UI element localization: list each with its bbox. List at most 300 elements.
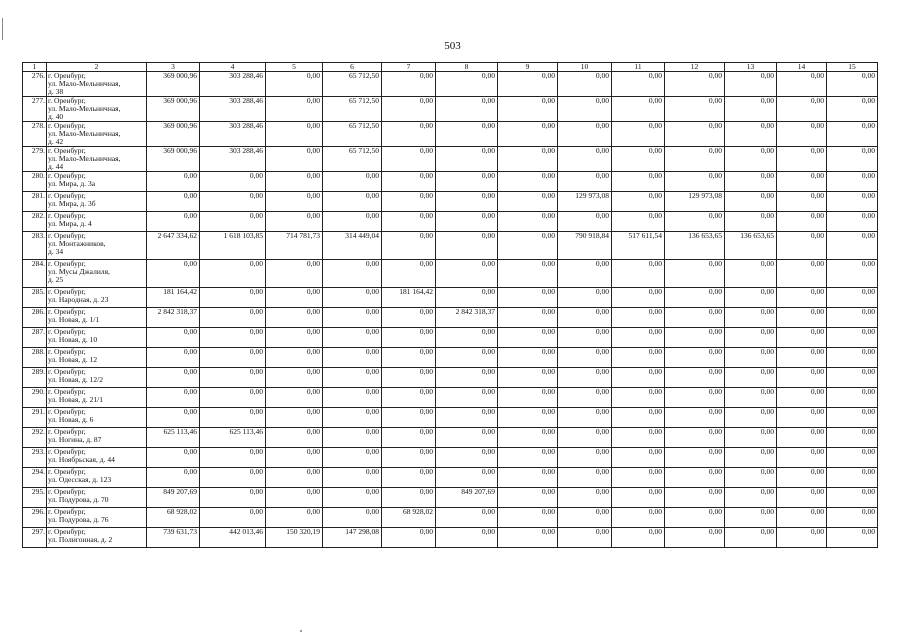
- amount-cell: 129 973,08: [558, 192, 612, 212]
- amount-cell: 790 918,84: [558, 232, 612, 260]
- amount-cell: 0,00: [200, 328, 266, 348]
- amount-cell: 0,00: [266, 348, 323, 368]
- amount-cell: 0,00: [612, 348, 665, 368]
- row-number: 297.: [23, 528, 47, 548]
- amount-cell: 0,00: [382, 232, 436, 260]
- amount-cell: 0,00: [436, 388, 498, 408]
- amount-cell: 0,00: [665, 488, 725, 508]
- register-table: [22, 62, 878, 548]
- column-header: 6: [323, 63, 382, 72]
- amount-cell: 0,00: [777, 328, 827, 348]
- amount-cell: 0,00: [777, 122, 827, 147]
- amount-cell: 0,00: [382, 72, 436, 97]
- amount-cell: 0,00: [827, 368, 878, 388]
- address-cell: г. Оренбург, ул. Мира, д. 4: [47, 212, 147, 232]
- amount-cell: 0,00: [558, 172, 612, 192]
- amount-cell: 0,00: [382, 348, 436, 368]
- amount-cell: 0,00: [498, 428, 558, 448]
- amount-cell: 0,00: [436, 147, 498, 172]
- amount-cell: 0,00: [200, 308, 266, 328]
- amount-cell: 0,00: [612, 308, 665, 328]
- address-cell: г. Оренбург, ул. Мало-Мельничная, д. 40: [47, 97, 147, 122]
- address-cell: г. Оренбург, ул. Подурова, д. 70: [47, 488, 147, 508]
- table-row: [23, 147, 878, 172]
- amount-cell: 0,00: [558, 97, 612, 122]
- amount-cell: 0,00: [436, 528, 498, 548]
- amount-cell: 0,00: [558, 468, 612, 488]
- amount-cell: 0,00: [665, 97, 725, 122]
- amount-cell: 65 712,50: [323, 97, 382, 122]
- amount-cell: 0,00: [777, 308, 827, 328]
- table-row: [23, 288, 878, 308]
- amount-cell: 0,00: [147, 172, 200, 192]
- address-cell: г. Оренбург, ул. Ноябрьская, д. 44: [47, 448, 147, 468]
- row-number: 280.: [23, 172, 47, 192]
- amount-cell: 136 653,65: [725, 232, 777, 260]
- column-header: 10: [558, 63, 612, 72]
- table-row: [23, 488, 878, 508]
- amount-cell: 517 611,54: [612, 232, 665, 260]
- row-number: 295.: [23, 488, 47, 508]
- amount-cell: 849 207,69: [147, 488, 200, 508]
- amount-cell: 0,00: [498, 232, 558, 260]
- column-header: 12: [665, 63, 725, 72]
- amount-cell: 0,00: [612, 97, 665, 122]
- amount-cell: 0,00: [323, 260, 382, 288]
- table-row: [23, 122, 878, 147]
- amount-cell: 0,00: [266, 408, 323, 428]
- amount-cell: 0,00: [382, 147, 436, 172]
- amount-cell: 0,00: [777, 172, 827, 192]
- amount-cell: 0,00: [827, 428, 878, 448]
- amount-cell: 0,00: [827, 488, 878, 508]
- row-number: 294.: [23, 468, 47, 488]
- amount-cell: 0,00: [725, 448, 777, 468]
- amount-cell: 0,00: [498, 72, 558, 97]
- amount-cell: 0,00: [498, 147, 558, 172]
- amount-cell: 0,00: [436, 328, 498, 348]
- column-header: 9: [498, 63, 558, 72]
- row-number: 276.: [23, 72, 47, 97]
- scan-edge-mark: [2, 18, 3, 40]
- amount-cell: 0,00: [665, 308, 725, 328]
- amount-cell: 0,00: [777, 232, 827, 260]
- amount-cell: 0,00: [323, 408, 382, 428]
- amount-cell: 0,00: [612, 388, 665, 408]
- amount-cell: 0,00: [200, 288, 266, 308]
- amount-cell: 0,00: [612, 468, 665, 488]
- table-row: [23, 528, 878, 548]
- row-number: 277.: [23, 97, 47, 122]
- row-number: 296.: [23, 508, 47, 528]
- amount-cell: 68 928,02: [382, 508, 436, 528]
- amount-cell: 0,00: [665, 260, 725, 288]
- amount-cell: 0,00: [147, 408, 200, 428]
- amount-cell: 0,00: [777, 348, 827, 368]
- amount-cell: 0,00: [498, 328, 558, 348]
- amount-cell: 0,00: [725, 348, 777, 368]
- amount-cell: 0,00: [612, 192, 665, 212]
- row-number: 284.: [23, 260, 47, 288]
- row-number: 292.: [23, 428, 47, 448]
- amount-cell: 0,00: [558, 528, 612, 548]
- amount-cell: 0,00: [200, 488, 266, 508]
- column-header: 1: [23, 63, 47, 72]
- amount-cell: 0,00: [266, 508, 323, 528]
- amount-cell: 0,00: [266, 488, 323, 508]
- amount-cell: 0,00: [382, 212, 436, 232]
- amount-cell: 0,00: [612, 488, 665, 508]
- amount-cell: 0,00: [266, 448, 323, 468]
- amount-cell: 0,00: [777, 72, 827, 97]
- amount-cell: 0,00: [777, 488, 827, 508]
- amount-cell: 0,00: [200, 348, 266, 368]
- amount-cell: 0,00: [725, 408, 777, 428]
- row-number: 287.: [23, 328, 47, 348]
- column-number-row: [23, 63, 878, 72]
- amount-cell: 0,00: [498, 97, 558, 122]
- amount-cell: 0,00: [612, 448, 665, 468]
- amount-cell: 0,00: [436, 368, 498, 388]
- amount-cell: 0,00: [725, 428, 777, 448]
- amount-cell: 0,00: [665, 328, 725, 348]
- amount-cell: 0,00: [323, 192, 382, 212]
- amount-cell: 0,00: [665, 348, 725, 368]
- amount-cell: 0,00: [498, 260, 558, 288]
- amount-cell: 0,00: [558, 308, 612, 328]
- amount-cell: 0,00: [558, 288, 612, 308]
- table-row: [23, 72, 878, 97]
- amount-cell: 0,00: [266, 288, 323, 308]
- column-header: 11: [612, 63, 665, 72]
- amount-cell: 0,00: [266, 212, 323, 232]
- amount-cell: 1 618 103,85: [200, 232, 266, 260]
- amount-cell: 0,00: [777, 192, 827, 212]
- table-row: [23, 388, 878, 408]
- amount-cell: 181 164,42: [147, 288, 200, 308]
- amount-cell: 0,00: [147, 192, 200, 212]
- amount-cell: 0,00: [777, 288, 827, 308]
- amount-cell: 0,00: [558, 72, 612, 97]
- page-number: 503: [444, 40, 461, 52]
- table-row: [23, 448, 878, 468]
- amount-cell: 0,00: [777, 388, 827, 408]
- amount-cell: 0,00: [725, 368, 777, 388]
- amount-cell: 0,00: [382, 192, 436, 212]
- row-number: 281.: [23, 192, 47, 212]
- amount-cell: 147 298,08: [323, 528, 382, 548]
- amount-cell: 0,00: [266, 192, 323, 212]
- amount-cell: 0,00: [612, 288, 665, 308]
- row-number: 283.: [23, 232, 47, 260]
- amount-cell: 0,00: [436, 172, 498, 192]
- amount-cell: 0,00: [827, 468, 878, 488]
- amount-cell: 0,00: [612, 122, 665, 147]
- address-cell: г. Оренбург, ул. Новая, д. 10: [47, 328, 147, 348]
- amount-cell: 0,00: [382, 448, 436, 468]
- table-row: [23, 468, 878, 488]
- amount-cell: 369 000,96: [147, 122, 200, 147]
- amount-cell: 0,00: [498, 348, 558, 368]
- amount-cell: 0,00: [323, 508, 382, 528]
- table-row: [23, 172, 878, 192]
- table-row: [23, 428, 878, 448]
- amount-cell: 0,00: [777, 468, 827, 488]
- amount-cell: 0,00: [827, 448, 878, 468]
- amount-cell: 0,00: [827, 172, 878, 192]
- amount-cell: 0,00: [200, 192, 266, 212]
- amount-cell: 314 449,04: [323, 232, 382, 260]
- amount-cell: 0,00: [436, 468, 498, 488]
- amount-cell: 303 288,46: [200, 72, 266, 97]
- amount-cell: 739 631,73: [147, 528, 200, 548]
- amount-cell: 0,00: [436, 260, 498, 288]
- row-number: 286.: [23, 308, 47, 328]
- address-cell: г. Оренбург, ул. Полигонная, д. 2: [47, 528, 147, 548]
- table-row: [23, 308, 878, 328]
- row-number: 288.: [23, 348, 47, 368]
- table-row: [23, 508, 878, 528]
- amount-cell: 0,00: [147, 468, 200, 488]
- amount-cell: 0,00: [266, 97, 323, 122]
- amount-cell: 0,00: [725, 488, 777, 508]
- amount-cell: 0,00: [725, 212, 777, 232]
- amount-cell: 0,00: [382, 308, 436, 328]
- amount-cell: 0,00: [382, 368, 436, 388]
- amount-cell: 0,00: [612, 508, 665, 528]
- amount-cell: 0,00: [725, 172, 777, 192]
- amount-cell: 0,00: [612, 147, 665, 172]
- column-header: 4: [200, 63, 266, 72]
- amount-cell: 0,00: [436, 348, 498, 368]
- amount-cell: 0,00: [436, 212, 498, 232]
- amount-cell: 0,00: [827, 122, 878, 147]
- amount-cell: 0,00: [498, 212, 558, 232]
- amount-cell: 0,00: [498, 388, 558, 408]
- amount-cell: 0,00: [200, 408, 266, 428]
- amount-cell: 0,00: [436, 408, 498, 428]
- amount-cell: 0,00: [382, 328, 436, 348]
- amount-cell: 0,00: [777, 528, 827, 548]
- amount-cell: 0,00: [436, 97, 498, 122]
- amount-cell: 0,00: [200, 368, 266, 388]
- amount-cell: 0,00: [266, 328, 323, 348]
- amount-cell: 0,00: [665, 122, 725, 147]
- amount-cell: 0,00: [200, 260, 266, 288]
- amount-cell: 0,00: [436, 232, 498, 260]
- row-number: 291.: [23, 408, 47, 428]
- amount-cell: 0,00: [725, 388, 777, 408]
- amount-cell: 0,00: [558, 428, 612, 448]
- amount-cell: 0,00: [558, 368, 612, 388]
- amount-cell: 0,00: [498, 122, 558, 147]
- amount-cell: 0,00: [436, 448, 498, 468]
- amount-cell: 0,00: [382, 388, 436, 408]
- amount-cell: 0,00: [827, 408, 878, 428]
- amount-cell: 0,00: [612, 428, 665, 448]
- amount-cell: 0,00: [665, 147, 725, 172]
- amount-cell: 0,00: [382, 408, 436, 428]
- amount-cell: 0,00: [612, 260, 665, 288]
- row-number: 278.: [23, 122, 47, 147]
- amount-cell: 0,00: [498, 488, 558, 508]
- amount-cell: 303 288,46: [200, 147, 266, 172]
- amount-cell: 625 113,46: [200, 428, 266, 448]
- amount-cell: 0,00: [200, 172, 266, 192]
- amount-cell: 65 712,50: [323, 147, 382, 172]
- amount-cell: 0,00: [323, 468, 382, 488]
- amount-cell: 0,00: [665, 408, 725, 428]
- address-cell: г. Оренбург, ул. Мира, д. 3а: [47, 172, 147, 192]
- amount-cell: 0,00: [827, 97, 878, 122]
- amount-cell: 0,00: [266, 388, 323, 408]
- amount-cell: 0,00: [323, 488, 382, 508]
- amount-cell: 0,00: [665, 468, 725, 488]
- amount-cell: 0,00: [200, 388, 266, 408]
- amount-cell: 0,00: [725, 260, 777, 288]
- column-header: 2: [47, 63, 147, 72]
- amount-cell: 0,00: [725, 468, 777, 488]
- amount-cell: 0,00: [498, 408, 558, 428]
- table-row: [23, 348, 878, 368]
- amount-cell: 0,00: [665, 508, 725, 528]
- amount-cell: 0,00: [266, 428, 323, 448]
- table-row: [23, 328, 878, 348]
- amount-cell: 0,00: [612, 72, 665, 97]
- address-cell: г. Оренбург, ул. Новая, д. 6: [47, 408, 147, 428]
- amount-cell: 129 973,08: [665, 192, 725, 212]
- amount-cell: 0,00: [200, 212, 266, 232]
- amount-cell: 0,00: [558, 408, 612, 428]
- amount-cell: 0,00: [777, 260, 827, 288]
- amount-cell: 0,00: [498, 308, 558, 328]
- amount-cell: 65 712,50: [323, 72, 382, 97]
- amount-cell: 0,00: [382, 172, 436, 192]
- amount-cell: 0,00: [147, 448, 200, 468]
- amount-cell: 303 288,46: [200, 97, 266, 122]
- amount-cell: 0,00: [827, 192, 878, 212]
- amount-cell: 0,00: [827, 212, 878, 232]
- address-cell: г. Оренбург, ул. Мира, д. 3б: [47, 192, 147, 212]
- amount-cell: 0,00: [382, 528, 436, 548]
- amount-cell: 0,00: [266, 260, 323, 288]
- amount-cell: 0,00: [266, 147, 323, 172]
- amount-cell: 369 000,96: [147, 72, 200, 97]
- amount-cell: 0,00: [665, 288, 725, 308]
- row-number: 293.: [23, 448, 47, 468]
- amount-cell: 0,00: [323, 172, 382, 192]
- amount-cell: 0,00: [827, 260, 878, 288]
- amount-cell: 0,00: [725, 72, 777, 97]
- amount-cell: 0,00: [382, 260, 436, 288]
- amount-cell: 0,00: [777, 408, 827, 428]
- amount-cell: 150 320,19: [266, 528, 323, 548]
- amount-cell: 0,00: [498, 192, 558, 212]
- amount-cell: 68 928,02: [147, 508, 200, 528]
- amount-cell: 0,00: [147, 368, 200, 388]
- amount-cell: 0,00: [323, 428, 382, 448]
- address-cell: г. Оренбург, ул. Новая, д. 12: [47, 348, 147, 368]
- row-number: 279.: [23, 147, 47, 172]
- amount-cell: 0,00: [558, 348, 612, 368]
- column-header: 3: [147, 63, 200, 72]
- amount-cell: 0,00: [323, 368, 382, 388]
- amount-cell: 0,00: [725, 122, 777, 147]
- amount-cell: 65 712,50: [323, 122, 382, 147]
- amount-cell: 0,00: [827, 348, 878, 368]
- column-header: 7: [382, 63, 436, 72]
- amount-cell: 0,00: [725, 147, 777, 172]
- amount-cell: 0,00: [777, 428, 827, 448]
- amount-cell: 0,00: [777, 212, 827, 232]
- amount-cell: 0,00: [558, 212, 612, 232]
- amount-cell: 0,00: [827, 388, 878, 408]
- amount-cell: 0,00: [323, 308, 382, 328]
- amount-cell: 0,00: [323, 328, 382, 348]
- amount-cell: 0,00: [323, 448, 382, 468]
- table-row: [23, 260, 878, 288]
- address-cell: г. Оренбург, ул. Новая, д. 1/1: [47, 308, 147, 328]
- column-header: 14: [777, 63, 827, 72]
- address-cell: г. Оренбург, ул. Мало-Мельничная, д. 38: [47, 72, 147, 97]
- amount-cell: 0,00: [725, 528, 777, 548]
- amount-cell: 0,00: [665, 72, 725, 97]
- address-cell: г. Оренбург, ул. Ногина, д. 87: [47, 428, 147, 448]
- amount-cell: 0,00: [200, 508, 266, 528]
- amount-cell: 0,00: [382, 122, 436, 147]
- amount-cell: 0,00: [777, 97, 827, 122]
- amount-cell: 0,00: [777, 147, 827, 172]
- amount-cell: 0,00: [777, 508, 827, 528]
- amount-cell: 0,00: [827, 232, 878, 260]
- amount-cell: 369 000,96: [147, 97, 200, 122]
- amount-cell: 0,00: [200, 468, 266, 488]
- amount-cell: 0,00: [436, 508, 498, 528]
- amount-cell: 0,00: [147, 212, 200, 232]
- column-header: 8: [436, 63, 498, 72]
- amount-cell: 0,00: [827, 72, 878, 97]
- amount-cell: 0,00: [725, 192, 777, 212]
- amount-cell: 0,00: [382, 468, 436, 488]
- amount-cell: 0,00: [498, 172, 558, 192]
- amount-cell: 0,00: [665, 448, 725, 468]
- row-number: 290.: [23, 388, 47, 408]
- amount-cell: 0,00: [382, 428, 436, 448]
- amount-cell: 0,00: [827, 147, 878, 172]
- address-cell: г. Оренбург, ул. Мало-Мельничная, д. 44: [47, 147, 147, 172]
- amount-cell: 0,00: [827, 288, 878, 308]
- table-row: [23, 212, 878, 232]
- amount-cell: 369 000,96: [147, 147, 200, 172]
- amount-cell: 0,00: [498, 448, 558, 468]
- amount-cell: 0,00: [665, 528, 725, 548]
- amount-cell: 0,00: [323, 388, 382, 408]
- amount-cell: 0,00: [323, 212, 382, 232]
- amount-cell: 0,00: [777, 448, 827, 468]
- row-number: 282.: [23, 212, 47, 232]
- amount-cell: 136 653,65: [665, 232, 725, 260]
- amount-cell: 0,00: [612, 212, 665, 232]
- table-row: [23, 232, 878, 260]
- amount-cell: 2 842 318,37: [147, 308, 200, 328]
- amount-cell: 0,00: [665, 388, 725, 408]
- amount-cell: 0,00: [147, 328, 200, 348]
- amount-cell: 0,00: [266, 72, 323, 97]
- amount-cell: 0,00: [498, 368, 558, 388]
- address-cell: г. Оренбург, ул. Новая, д. 21/1: [47, 388, 147, 408]
- amount-cell: 0,00: [827, 308, 878, 328]
- amount-cell: 0,00: [777, 368, 827, 388]
